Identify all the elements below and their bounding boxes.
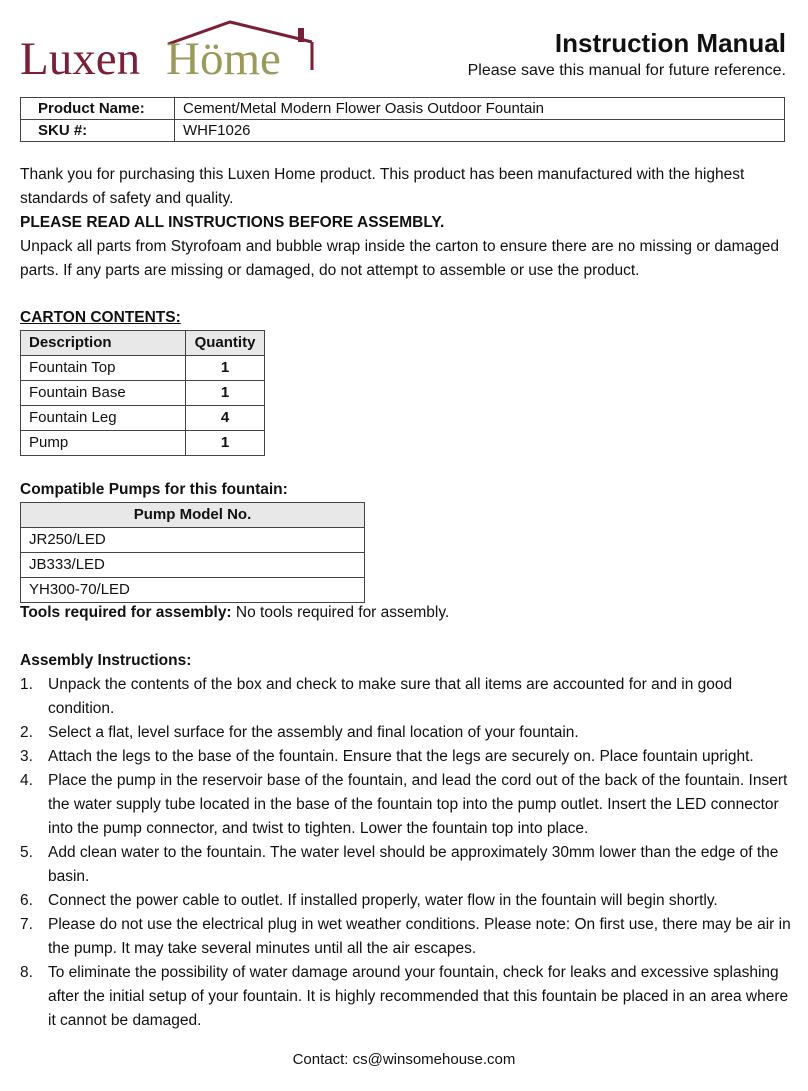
step-number: 2.: [20, 724, 33, 741]
product-info-table: [20, 97, 785, 142]
list-item: [20, 721, 792, 745]
product-name-value: Cement/Metal Modern Flower Oasis Outdoor Fountain: [175, 98, 785, 120]
product-name-row: [21, 98, 785, 120]
assembly-heading: Assembly Instructions:: [20, 652, 192, 669]
item-description: Fountain Base: [21, 381, 186, 406]
footer-contact: Contact: cs@winsomehouse.com: [292, 1051, 516, 1068]
tools-text: No tools required for assembly.: [231, 604, 450, 621]
step-text: Place the pump in the reservoir base of the fountain, and lead the cord out of the back of the fountain. Insert the water supply tube located in the base of the fountain top into the pump outlet. Insert the LED connector into the pump connector, and twist to tighten. Lower the fountain top into place.: [48, 772, 788, 837]
pumps-heading: Compatible Pumps for this fountain:: [20, 481, 288, 498]
item-description: Fountain Leg: [21, 406, 186, 431]
step-number: 3.: [20, 748, 33, 765]
table-row: [21, 431, 265, 456]
pump-model: YH300-70/LED: [21, 578, 365, 603]
list-item: [20, 841, 792, 889]
table-row: [21, 528, 365, 553]
pumps-header-row: [21, 503, 365, 528]
step-number: 7.: [20, 916, 33, 933]
brand-logo: [20, 14, 320, 84]
carton-header-row: [21, 331, 265, 356]
tools-line: [20, 601, 790, 625]
col-description: Description: [21, 331, 186, 356]
table-row: [21, 578, 365, 603]
table-row: [21, 356, 265, 381]
list-item: [20, 913, 792, 961]
step-text: Select a flat, level surface for the assembly and final location of your fountain.: [48, 724, 579, 741]
logo-text-home: Höme: [166, 33, 281, 84]
item-description: Fountain Top: [21, 356, 186, 381]
step-text: Please do not use the electrical plug in wet weather conditions. Please note: On first use, there may be air in the pump. It may take several minutes until all the air escapes.: [48, 916, 791, 957]
list-item: [20, 889, 792, 913]
logo-chimney-icon: [298, 28, 304, 42]
item-description: Pump: [21, 431, 186, 456]
list-item: [20, 961, 792, 1033]
page-title: Instruction Manual: [554, 28, 786, 58]
page-subtitle: Please save this manual for future reference.: [467, 62, 786, 79]
table-row: [21, 381, 265, 406]
tools-label: Tools required for assembly:: [20, 604, 232, 621]
step-number: 1.: [20, 676, 33, 693]
intro-thanks: Thank you for purchasing this Luxen Home product. This product has been manufactured with the highest standards of safety and quality.: [20, 166, 745, 207]
table-row: [21, 553, 365, 578]
sku-label: SKU #:: [21, 120, 175, 142]
step-text: Unpack the contents of the box and check to make sure that all items are accounted for and in good condition.: [48, 676, 733, 717]
step-number: 4.: [20, 772, 33, 789]
list-item: [20, 745, 792, 769]
item-quantity: 1: [186, 381, 265, 406]
sku-value: WHF1026: [175, 120, 785, 142]
pump-model: JB333/LED: [21, 553, 365, 578]
assembly-steps: [20, 673, 792, 1033]
list-item: [20, 769, 792, 841]
step-number: 5.: [20, 844, 33, 861]
item-quantity: 1: [186, 431, 265, 456]
col-pump-model: Pump Model No.: [21, 503, 365, 528]
logo-graphic: [20, 14, 320, 84]
pump-model: JR250/LED: [21, 528, 365, 553]
list-item: [20, 673, 792, 721]
intro-section: [20, 163, 790, 283]
logo-text-luxen: Luxen: [20, 33, 141, 84]
step-text: To eliminate the possibility of water damage around your fountain, check for leaks and excessive splashing after the initial setup of your fountain. It is highly recommended that this fountain be placed in an area where it cannot be damaged.: [48, 964, 789, 1029]
carton-heading: CARTON CONTENTS:: [20, 309, 181, 326]
pumps-table: [20, 502, 365, 603]
product-name-label: Product Name:: [21, 98, 175, 120]
step-text: Attach the legs to the base of the fountain. Ensure that the legs are securely on. Place fountain upright.: [48, 748, 754, 765]
sku-row: [21, 120, 785, 142]
carton-contents-table: [20, 330, 265, 456]
step-number: 6.: [20, 892, 33, 909]
table-row: [21, 406, 265, 431]
step-text: Add clean water to the fountain. The water level should be approximately 30mm lower than the edge of the basin.: [48, 844, 779, 885]
item-quantity: 1: [186, 356, 265, 381]
item-quantity: 4: [186, 406, 265, 431]
intro-warning: PLEASE READ ALL INSTRUCTIONS BEFORE ASSEMBLY.: [20, 214, 445, 231]
step-number: 8.: [20, 964, 33, 981]
col-quantity: Quantity: [186, 331, 265, 356]
intro-unpack: Unpack all parts from Styrofoam and bubble wrap inside the carton to ensure there are no missing or damaged parts. If any parts are missing or damaged, do not attempt to assemble or use the product.: [20, 238, 780, 279]
step-text: Connect the power cable to outlet. If installed properly, water flow in the fountain will begin shortly.: [48, 892, 718, 909]
